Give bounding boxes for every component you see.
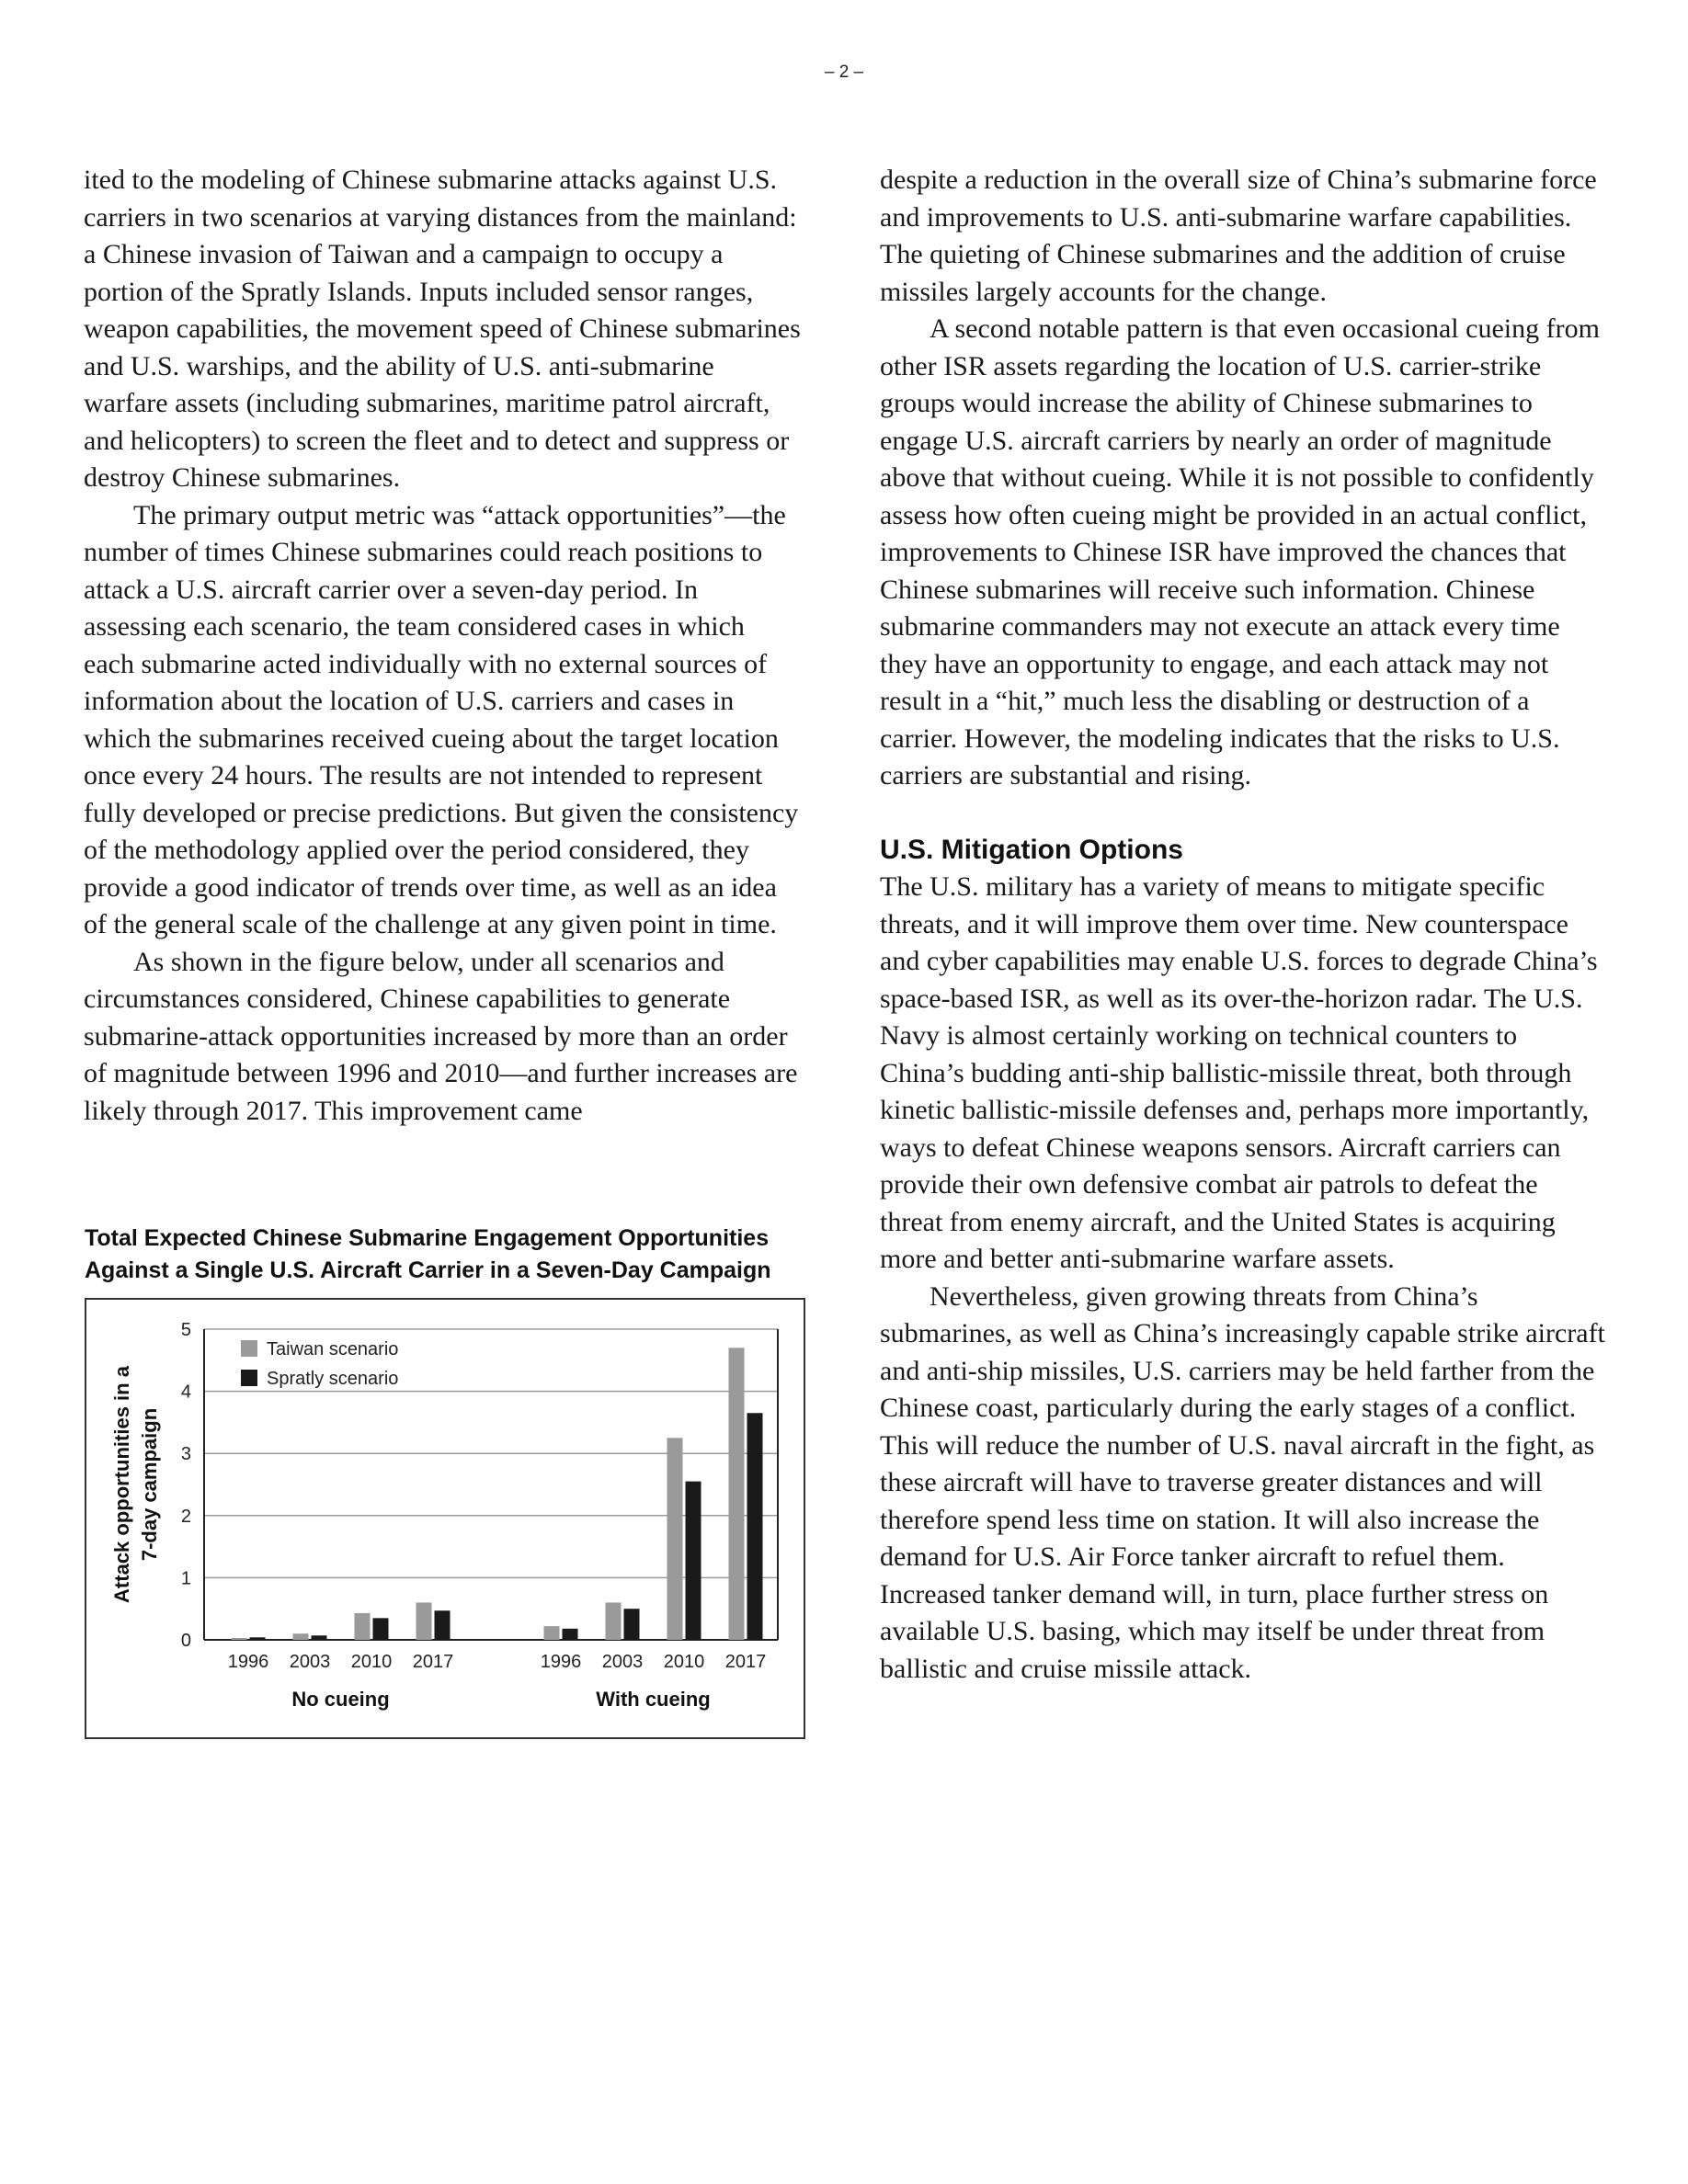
group-label: With cueing (596, 1688, 711, 1711)
bar-taiwan-with-cueing-2003 (606, 1602, 622, 1640)
y-tick-label: 3 (180, 1444, 191, 1465)
left-paragraph-3: As shown in the figure below, under all scenarios and circumstances considered, Chinese capabilities to generate submarine-attack opportunities increased by more than an order of magnitude between 1996 and 2010—and further increases are likely through 2017. This improvement came (84, 946, 798, 1126)
legend-label-2: Spratly scenario (267, 1369, 399, 1389)
figure-title-line-1: Total Expected Chinese Submarine Engagement Opportunities (85, 1225, 770, 1251)
chart-frame (85, 1298, 805, 1739)
bar-taiwan-no-cueing-2003 (293, 1633, 309, 1640)
left-paragraph-1: ited to the modeling of Chinese submarine attacks against U.S. carriers in two scenarios at varying distances from the mainland: a Chinese invasion of Taiwan and a campaign to occupy a portion of the Spratly Islands. Inputs included sensor ranges, weapon capabilities, the movement speed of Chinese submarines and U.S. warships, and the ability of U.S. anti-submarine warfare assets (including submarines, maritime patrol aircraft, and helicopters) to screen the fleet and to detect and suppress or destroy Chinese submarines. (84, 165, 801, 493)
x-tick-label: 2003 (601, 1652, 644, 1672)
left-column (84, 162, 801, 1130)
legend-swatch-2 (241, 1370, 257, 1386)
figure-title (85, 1223, 811, 1287)
bar-spratly-no-cueing-1996 (250, 1637, 266, 1640)
y-axis-label-line-2: 7-day campaign (138, 1407, 161, 1562)
bar-spratly-with-cueing-1996 (563, 1629, 578, 1640)
y-tick-label: 2 (180, 1506, 191, 1527)
y-tick-label: 5 (180, 1320, 191, 1340)
right-paragraph-2: A second notable pattern is that even occasional cueing from other ISR assets regarding the location of U.S. carrier-strike groups would increase the ability of Chinese submarines to engage U.S. aircraft carriers by nearly an order of magnitude above that without cueing. While it is not possible to confidently assess how often cueing might be provided in an actual conflict, improvements to Chinese ISR have improved the chances that Chinese submarines will receive such information. Chinese submarine commanders may not execute an attack every time they have an opportunity to engage, and each attack may not result in a “hit,” much less the disabling or destruction of a carrier. However, the modeling indicates that the risks to U.S. carriers are substantial and rising. (880, 313, 1600, 791)
bar-spratly-no-cueing-2017 (435, 1610, 451, 1640)
bar-spratly-with-cueing-2003 (624, 1609, 640, 1640)
bar-taiwan-with-cueing-2010 (667, 1438, 683, 1640)
group-label: No cueing (291, 1688, 390, 1711)
right-paragraph-3: The U.S. military has a variety of means to mitigate specific threats, and it will improve them over time. New counterspace and cyber capabilities may enable U.S. forces to degrade China’s space-based ISR, as well as its over-the-horizon radar. The U.S. Navy is almost certainly working on technical counters to China’s budding anti-ship ballistic-missile threat, both through kinetic ballistic-missile defenses and, perhaps more importantly, ways to defeat Chinese weapons sensors. Aircraft carriers can provide their own defensive combat air patrols to defeat the threat from enemy aircraft, and the United States is acquiring more and better anti-submarine warfare assets. (880, 871, 1598, 1274)
bar-spratly-with-cueing-2017 (747, 1413, 763, 1640)
bar-taiwan-with-cueing-2017 (729, 1348, 745, 1640)
x-tick-label: 2010 (350, 1652, 393, 1672)
y-tick-label: 0 (180, 1631, 191, 1651)
bar-taiwan-with-cueing-1996 (544, 1626, 560, 1640)
x-tick-label: 2010 (663, 1652, 705, 1672)
page-number: – 2 – (824, 63, 864, 82)
right-paragraph-1: despite a reduction in the overall size of China’s submarine force and improvements to U.S. anti-submarine warfare capabilities. The quieting of Chinese submarines and the addition of cruise missiles largely accounts for the change. (880, 165, 1597, 307)
bar-taiwan-no-cueing-2017 (416, 1602, 432, 1640)
x-tick-label: 1996 (227, 1652, 269, 1672)
figure-title-line-2: Against a Single U.S. Aircraft Carrier in a Seven-Day Campaign (85, 1257, 771, 1283)
left-paragraph-2: The primary output metric was “attack opportunities”—the number of times Chinese submarines could reach positions to attack a U.S. aircraft carrier over a seven-day period. In assessing each scenario, the team considered cases in which each submarine acted individually with no external sources of information about the location of U.S. carriers and cases in which the submarines received cueing about the target location once every 24 hours. The results are not intended to represent fully developed or precise predictions. But given the consistency of the methodology applied over the period considered, they provide a good indicator of trends over time, as well as an idea of the general scale of the challenge at any given point in time. (84, 499, 799, 939)
bar-taiwan-no-cueing-2010 (355, 1613, 371, 1640)
bar-taiwan-no-cueing-1996 (232, 1638, 247, 1640)
legend-swatch-1 (241, 1340, 257, 1357)
right-paragraph-4: Nevertheless, given growing threats from China’s submarines, as well as China’s increasingly capable strike aircraft and anti-ship missiles, U.S. carriers may be held farther from the Chinese coast, particularly during the early stages of a conflict. This will reduce the number of U.S. naval aircraft in the fight, as these aircraft will have to traverse greater distances and will therefore spend less time on station. It will also increase the demand for U.S. Air Force tanker aircraft to refuel them. Increased tanker demand will, in turn, place further stress on available U.S. basing, which may itself be under threat from ballistic and cruise missile attack. (880, 1280, 1605, 1684)
x-tick-label: 2003 (289, 1652, 331, 1672)
x-tick-label: 2017 (724, 1652, 767, 1672)
x-tick-label: 2017 (412, 1652, 454, 1672)
section-heading: U.S. Mitigation Options (880, 834, 1183, 865)
bar-spratly-no-cueing-2003 (312, 1635, 327, 1640)
legend-label-1: Taiwan scenario (267, 1339, 399, 1359)
bar-chart (86, 1300, 804, 1737)
right-column (880, 162, 1606, 1688)
bar-spratly-no-cueing-2010 (373, 1618, 389, 1640)
y-axis-label-line-1: Attack opportunities in a (110, 1366, 133, 1603)
x-tick-label: 1996 (540, 1652, 582, 1672)
y-tick-label: 1 (180, 1568, 191, 1589)
y-tick-label: 4 (180, 1382, 191, 1403)
bar-spratly-with-cueing-2010 (686, 1482, 701, 1640)
